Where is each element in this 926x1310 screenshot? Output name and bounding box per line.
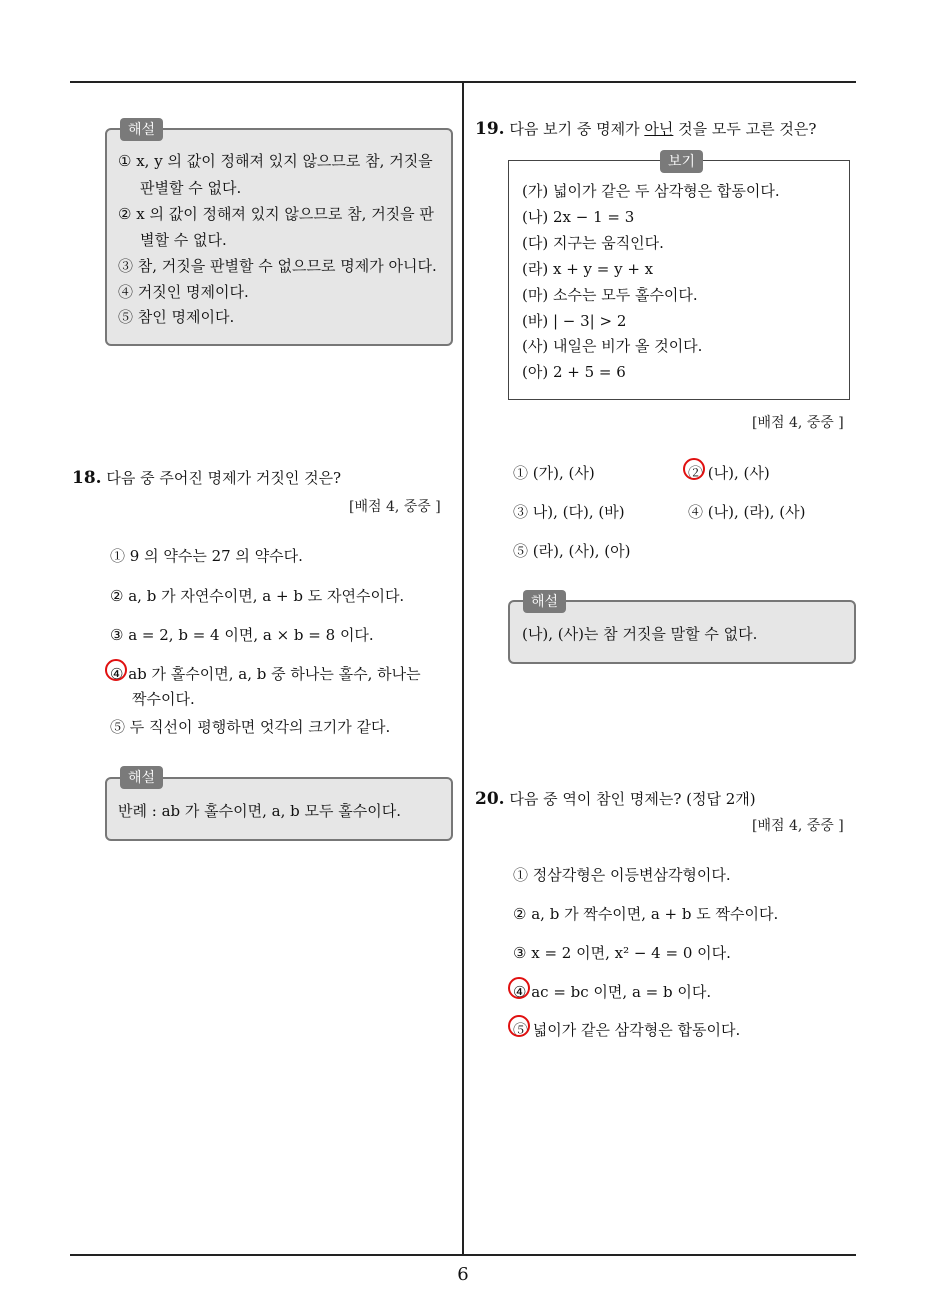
q20-choice-5[interactable]: ⑤ 넓이가 같은 삼각형은 합동이다. bbox=[513, 1021, 741, 1039]
q20-choice-3[interactable]: ③ x = 2 이면, x² − 4 = 0 이다. bbox=[513, 944, 731, 962]
bogi-item: (사) 내일은 비가 올 것이다. bbox=[522, 337, 703, 355]
question-18-title bbox=[72, 467, 341, 488]
answer-mark-circle bbox=[683, 458, 705, 480]
question-number: 20. bbox=[475, 789, 505, 809]
bogi-tag: 보기 bbox=[660, 150, 703, 173]
question-number: 18. bbox=[72, 468, 102, 488]
solution-line: ③ 참, 거짓을 판별할 수 없으므로 명제가 아니다. bbox=[118, 257, 437, 275]
q18-choice-2[interactable]: ② a, b 가 자연수이면, a + b 도 자연수이다. bbox=[110, 587, 405, 605]
bogi-item: (가) 넓이가 같은 두 삼각형은 합동이다. bbox=[522, 182, 780, 200]
q20-choice-1[interactable]: ① 정삼각형은 이등변삼각형이다. bbox=[513, 866, 731, 884]
bogi-item: (라) x + y = y + x bbox=[522, 260, 654, 278]
solution-line: 판별할 수 없다. bbox=[140, 179, 242, 197]
q19-choice-3[interactable]: ③ 나), (다), (바) bbox=[513, 503, 625, 521]
q20-choice-2[interactable]: ② a, b 가 짝수이면, a + b 도 짝수이다. bbox=[513, 905, 779, 923]
question-text-before: 다음 보기 중 명제가 bbox=[509, 120, 645, 138]
solution-line: ④ 거짓인 명제이다. bbox=[118, 283, 249, 301]
question-number: 19. bbox=[475, 119, 505, 139]
bogi-item: (아) 2 + 5 = 6 bbox=[522, 363, 626, 381]
question-19-title bbox=[475, 118, 816, 139]
question-18-meta: [배점 4, 중중 ] bbox=[349, 499, 441, 515]
bogi-item: (나) 2x − 1 = 3 bbox=[522, 208, 635, 226]
solution-text: (나), (사)는 참 거짓을 말할 수 없다. bbox=[522, 625, 758, 643]
question-19-meta: [배점 4, 중중 ] bbox=[752, 415, 844, 431]
answer-mark-circle bbox=[508, 1015, 530, 1037]
q19-choice-2[interactable]: ② (나), (사) bbox=[688, 464, 770, 482]
question-text-after: 것을 모두 고른 것은? bbox=[673, 120, 817, 138]
question-20-meta: [배점 4, 중중 ] bbox=[752, 818, 844, 834]
q19-choice-5[interactable]: ⑤ (라), (사), (아) bbox=[513, 542, 631, 560]
answer-mark-circle bbox=[508, 977, 530, 999]
solution-line: ① x, y 의 값이 정해져 있지 않으므로 참, 거짓을 bbox=[118, 152, 433, 170]
bogi-item: (마) 소수는 모두 홀수이다. bbox=[522, 286, 698, 304]
q20-choice-4[interactable]: ④ ac = bc 이면, a = b 이다. bbox=[513, 983, 712, 1001]
bottom-rule bbox=[70, 1254, 856, 1256]
solution-text: 반례 : ab 가 홀수이면, a, b 모두 홀수이다. bbox=[118, 802, 401, 820]
question-text-underlined: 아닌 bbox=[644, 120, 674, 138]
q18-choice-4-cont: 짝수이다. bbox=[132, 690, 195, 708]
q19-choice-4[interactable]: ④ (나), (라), (사) bbox=[688, 503, 806, 521]
q18-choice-1[interactable]: ① 9 의 약수는 27 의 약수다. bbox=[110, 547, 303, 565]
question-20-title bbox=[475, 788, 756, 809]
solution-line: ② x 의 값이 정해져 있지 않으므로 참, 거짓을 판 bbox=[118, 205, 434, 223]
solution-line: ⑤ 참인 명제이다. bbox=[118, 308, 235, 326]
q18-choice-3[interactable]: ③ a = 2, b = 4 이면, a × b = 8 이다. bbox=[110, 626, 374, 644]
solution-tag: 해설 bbox=[523, 590, 566, 613]
q18-choice-5[interactable]: ⑤ 두 직선이 평행하면 엇각의 크기가 같다. bbox=[110, 718, 391, 736]
solution-tag: 해설 bbox=[120, 766, 163, 789]
question-text: 다음 중 역이 참인 명제는? (정답 2개) bbox=[509, 790, 756, 808]
question-text: 다음 중 주어진 명제가 거짓인 것은? bbox=[106, 469, 342, 487]
q19-choice-1[interactable]: ① (가), (사) bbox=[513, 464, 595, 482]
solution-line: 별할 수 없다. bbox=[140, 231, 227, 249]
q18-choice-4[interactable]: ④ ab 가 홀수이면, a, b 중 하나는 홀수, 하나는 bbox=[110, 665, 421, 683]
page-number: 6 bbox=[457, 1264, 469, 1285]
solution-tag: 해설 bbox=[120, 118, 163, 141]
answer-mark-circle bbox=[105, 659, 127, 681]
bogi-item: (다) 지구는 움직인다. bbox=[522, 234, 664, 252]
bogi-item: (바) | − 3| > 2 bbox=[522, 312, 627, 330]
column-divider bbox=[462, 82, 464, 1256]
